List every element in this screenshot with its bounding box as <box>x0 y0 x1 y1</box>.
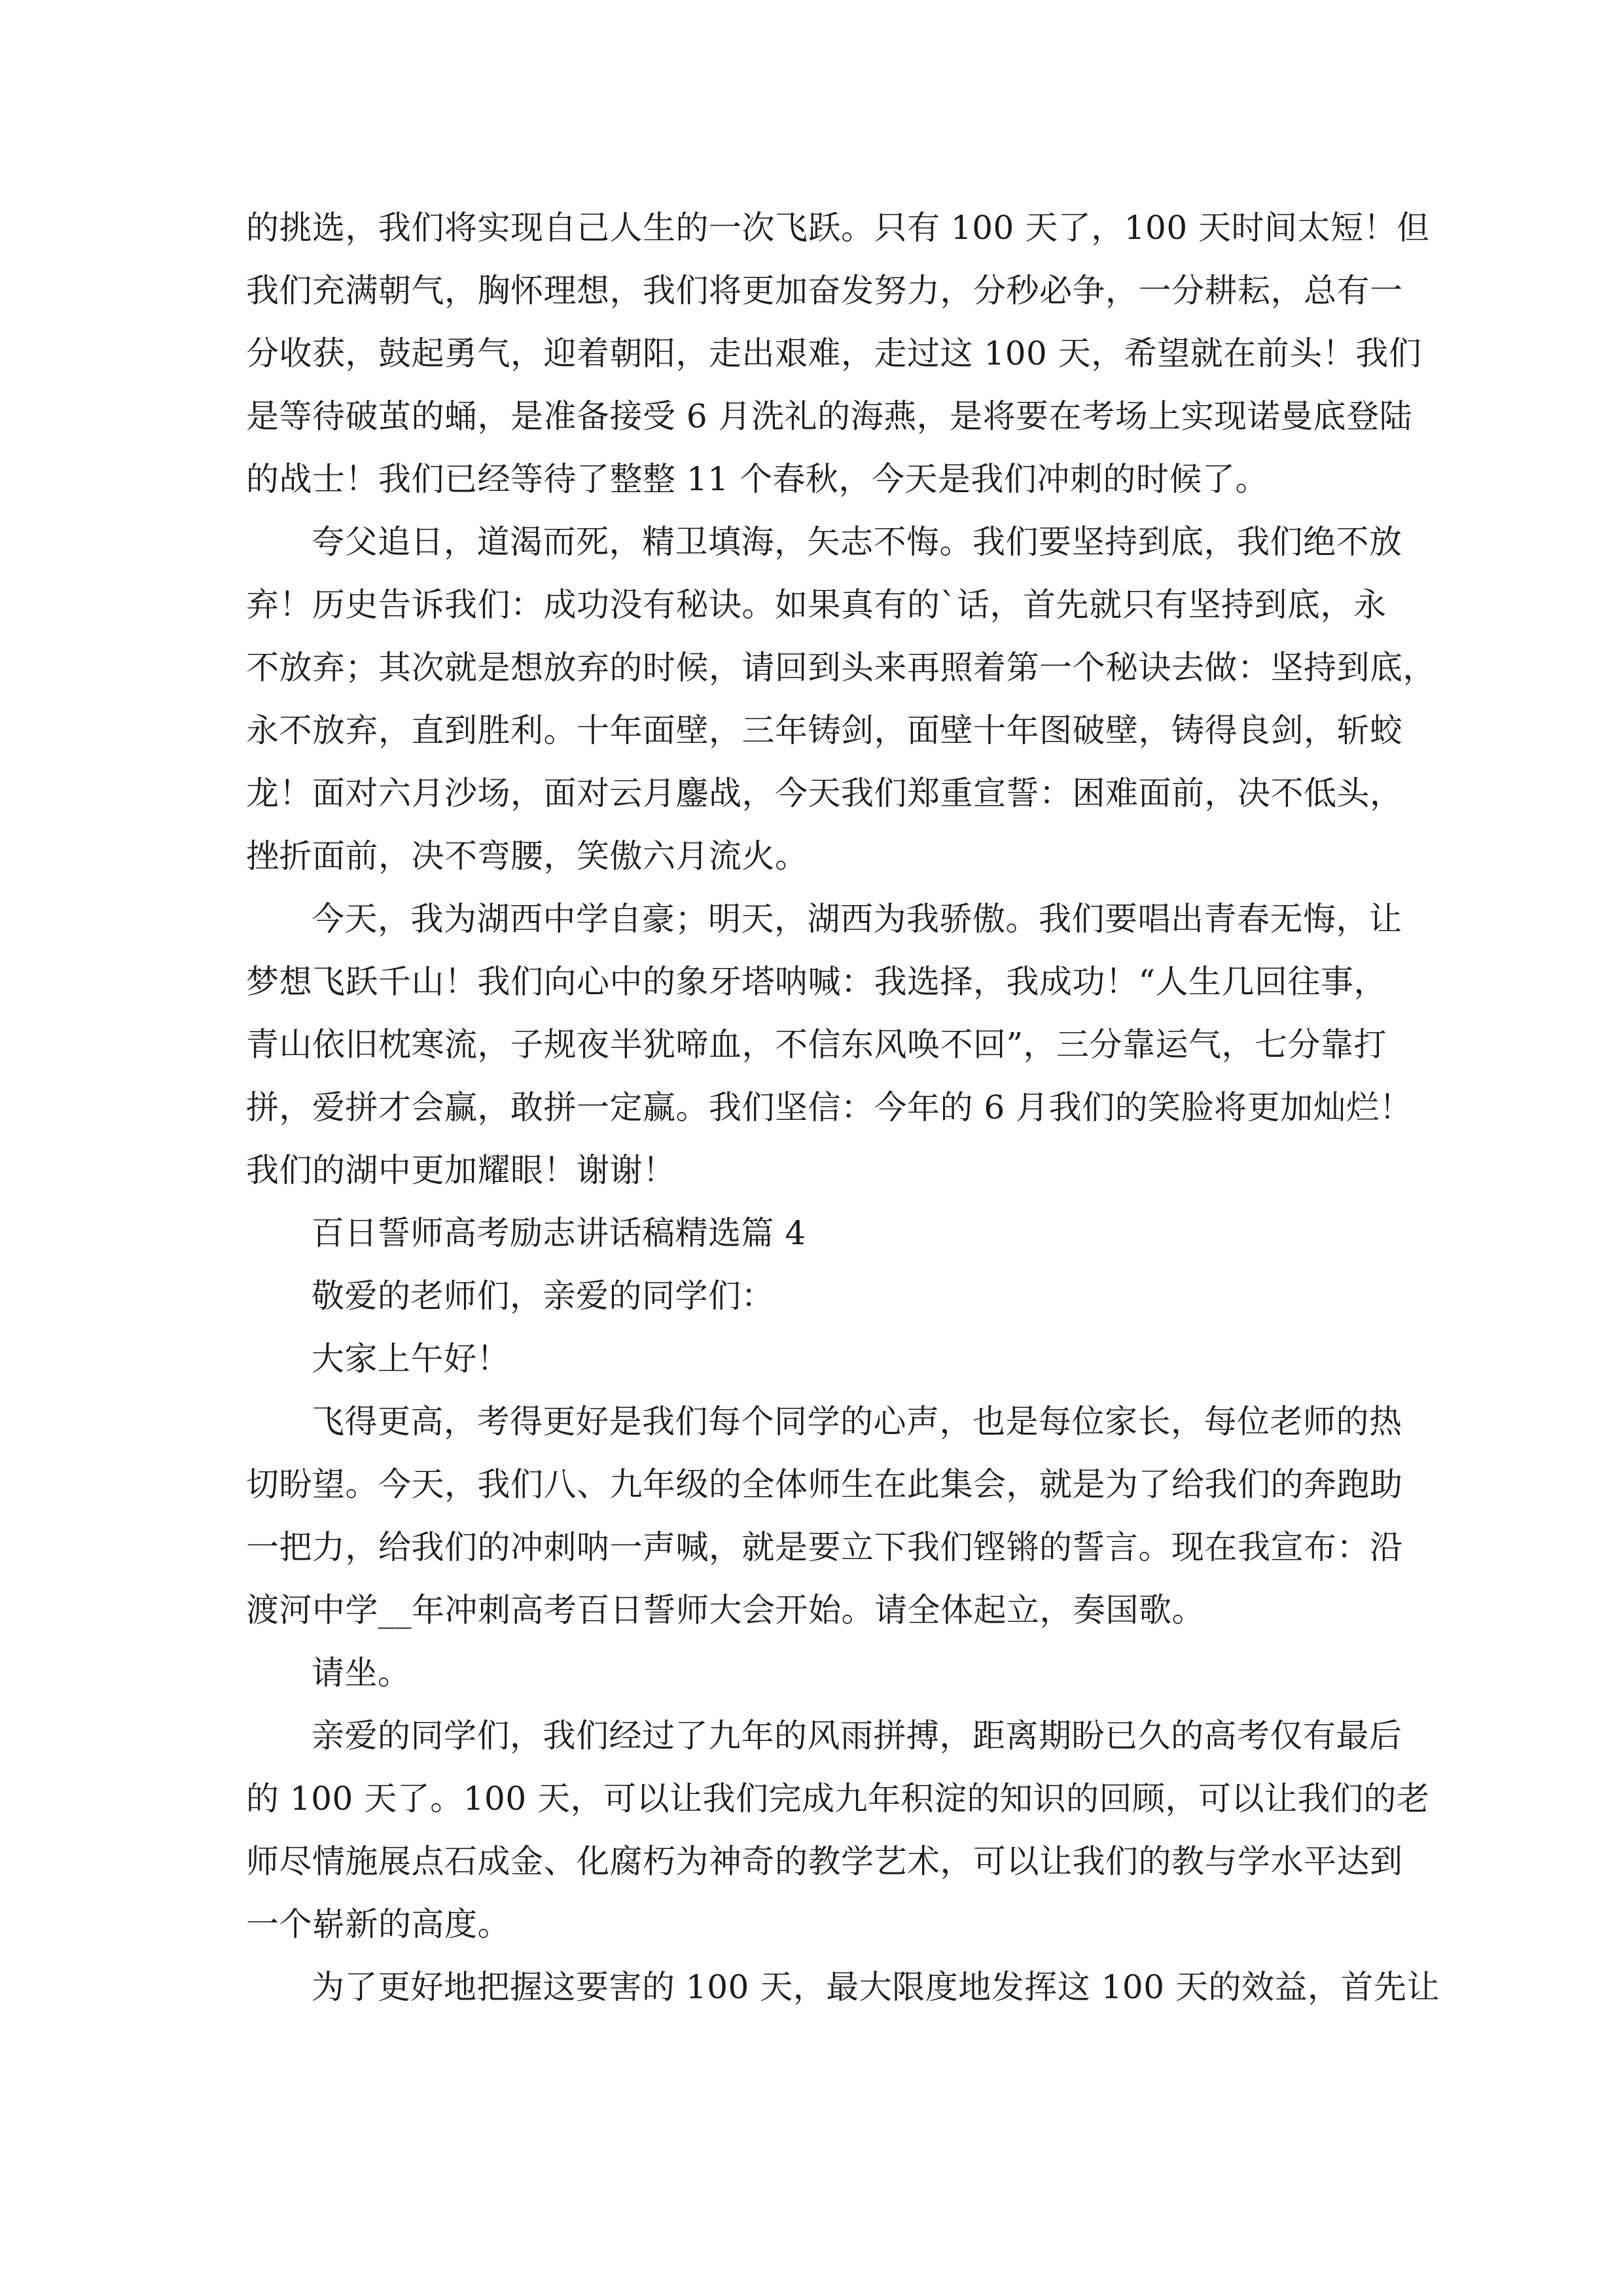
text-line: 夸父追日，道渴而死，精卫填海，矢志不悔。我们要坚持到底，我们绝不放 <box>312 523 1402 561</box>
text-line: 我们充满朝气，胸怀理想，我们将更加奋发努力，分秒必争，一分耕耘，总有一 <box>246 272 1403 310</box>
paragraph <box>246 1265 1382 1327</box>
paragraph <box>246 196 1430 511</box>
paragraph <box>246 888 1413 1202</box>
text-line: 飞得更高，考得更好是我们每个同学的心声，也是每位家长，每位老师的热 <box>312 1403 1402 1441</box>
paragraph <box>246 1202 1382 1265</box>
text-line: 挫折面前，决不弯腰，笑傲六月流火。 <box>246 837 808 875</box>
text-line: 为了更好地把握这要害的 100 天，最大限度地发挥这 100 天的效益，首先让 <box>312 1968 1440 2006</box>
paragraph <box>246 1390 1403 1641</box>
paragraph <box>246 1956 1440 2018</box>
text-line: 青山依旧枕寒流，子规夜半犹啼血，不信东风唤不回”，三分靠运气，七分靠打 <box>246 1026 1387 1064</box>
text-line: 是等待破茧的蛹，是准备接受 6 月洗礼的海燕，是将要在考场上实现诺曼底登陆 <box>246 397 1413 435</box>
text-line: 百日誓师高考励志讲话稿精选篇 4 <box>312 1214 806 1252</box>
text-line: 的挑选，我们将实现自己人生的一次飞跃。只有 100 天了，100 天时间太短！但 <box>246 209 1430 247</box>
text-line: 大家上午好！ <box>312 1340 510 1378</box>
text-line: 分收获，鼓起勇气，迎着朝阳，走出艰难，走过这 100 天，希望就在前头！我们 <box>246 334 1422 372</box>
text-line: 亲爱的同学们，我们经过了九年的风雨拼搏，距离期盼已久的高考仅有最后 <box>312 1717 1402 1755</box>
text-line: 龙！面对六月沙场，面对云月鏖战，今天我们郑重宣誓：困难面前，决不低头， <box>246 774 1403 812</box>
document-body <box>246 196 1440 2018</box>
text-line: 一个崭新的高度。 <box>246 1905 510 1943</box>
text-line: 梦想飞跃千山！我们向心中的象牙塔呐喊：我选择，我成功！“人生几回往事， <box>246 963 1387 1001</box>
text-line: 切盼望。今天，我们八、九年级的全体师生在此集会，就是为了给我们的奔跑助 <box>246 1465 1403 1503</box>
text-line: 永不放弃，直到胜利。十年面壁，三年铸剑，面壁十年图破壁，铸得良剑，斩蛟 <box>246 711 1403 749</box>
text-line: 的 100 天了。100 天，可以让我们完成九年积淀的知识的回顾，可以让我们的老 <box>246 1780 1430 1818</box>
text-line: 一把力，给我们的冲刺呐一声喊，就是要立下我们铿锵的誓言。现在我宣布：沿 <box>246 1528 1403 1566</box>
text-line: 拼，爱拼才会赢，敢拼一定赢。我们坚信：今年的 6 月我们的笑脸将更加灿烂！ <box>246 1088 1413 1126</box>
paragraph <box>246 511 1436 888</box>
document-page <box>246 196 1440 2018</box>
text-line: 弃！历史告诉我们：成功没有秘诀。如果真有的`话，首先就只有坚持到底，永 <box>246 586 1387 624</box>
text-line: 今天，我为湖西中学自豪；明天，湖西为我骄傲。我们要唱出青春无悔，让 <box>312 900 1402 938</box>
text-line: 的战士！我们已经等待了整整 11 个春秋，今天是我们冲刺的时候了。 <box>246 460 1268 498</box>
text-line: 师尽情施展点石成金、化腐朽为神奇的教学艺术，可以让我们的教与学水平达到 <box>246 1842 1403 1880</box>
paragraph <box>246 1704 1430 1956</box>
text-line: 请坐。 <box>312 1654 411 1692</box>
text-line: 不放弃；其次就是想放弃的时候，请回到头来再照着第一个秘诀去做：坚持到底， <box>246 649 1436 687</box>
paragraph <box>246 1641 1382 1704</box>
text-line: 渡河中学__年冲刺高考百日誓师大会开始。请全体起立，奏国歌。 <box>246 1591 1205 1629</box>
paragraph <box>246 1327 1382 1390</box>
text-line: 敬爱的老师们，亲爱的同学们： <box>312 1277 774 1315</box>
text-line: 我们的湖中更加耀眼！谢谢！ <box>246 1151 676 1189</box>
